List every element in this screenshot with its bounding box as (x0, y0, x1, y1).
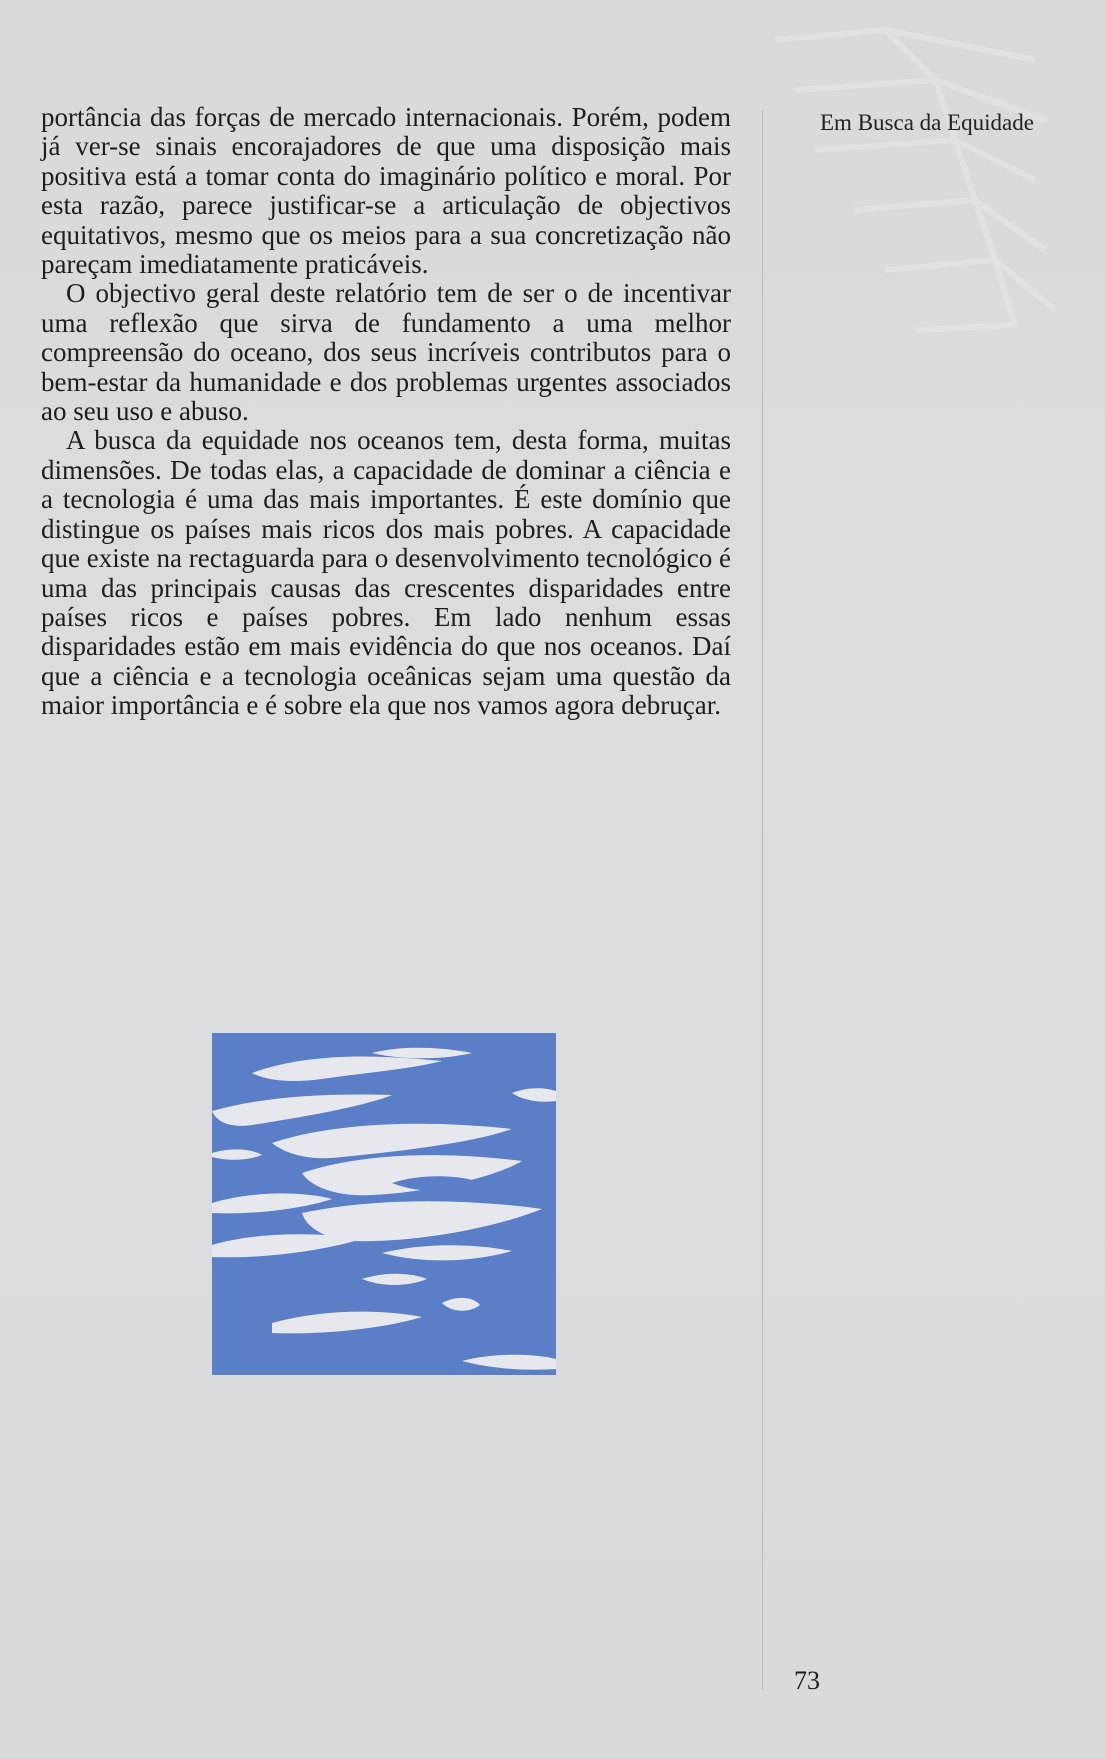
column-divider (762, 110, 763, 1690)
running-head: Em Busca da Equidade (820, 110, 1034, 135)
paragraph-3: A busca da equidade nos oceanos tem, desta forma, muitas dimensões. De todas elas, a capacidade de dominar a ciência e a tecnologia é uma das mais importantes. É este domínio que distingue os países mais ricos dos mais pobres. A capacidade que existe na rectaguarda para o desenvolvimento tecnológico é uma das principais causas das crescentes disparidades entre países ricos e países pobres. Em lado nenhum essas disparidades estão em mais evidência do que nos oceanos. Daí que a ciência e a tecnologia oceânicas sejam uma questão da maior importância e é sobre ela que nos vamos agora debruçar. (41, 425, 731, 721)
waves-icon (212, 1033, 556, 1375)
page-number: 73 (794, 1666, 820, 1695)
paragraph-2: O objectivo geral deste relatório tem de ser o de incentivar uma reflexão que sirva de fundamento a uma melhor compreensão do oceano, dos seus incríveis contributos para o bem-estar da humanidade e dos problemas urgentes associados ao seu uso e abuso. (41, 278, 731, 427)
watermark-graphic (735, 10, 1065, 390)
ocean-waves-image (212, 1033, 556, 1375)
body-text (41, 103, 731, 721)
paragraph-1: portância das forças de mercado internacionais. Porém, podem já ver-se sinais encorajadores de que uma disposição mais positiva está a tomar conta do imaginário político e moral. Por esta razão, parece justificar-se a articulação de objectivos equitativos, mesmo que os meios para a sua concretização não pareçam imediatamente praticáveis. (41, 102, 731, 280)
